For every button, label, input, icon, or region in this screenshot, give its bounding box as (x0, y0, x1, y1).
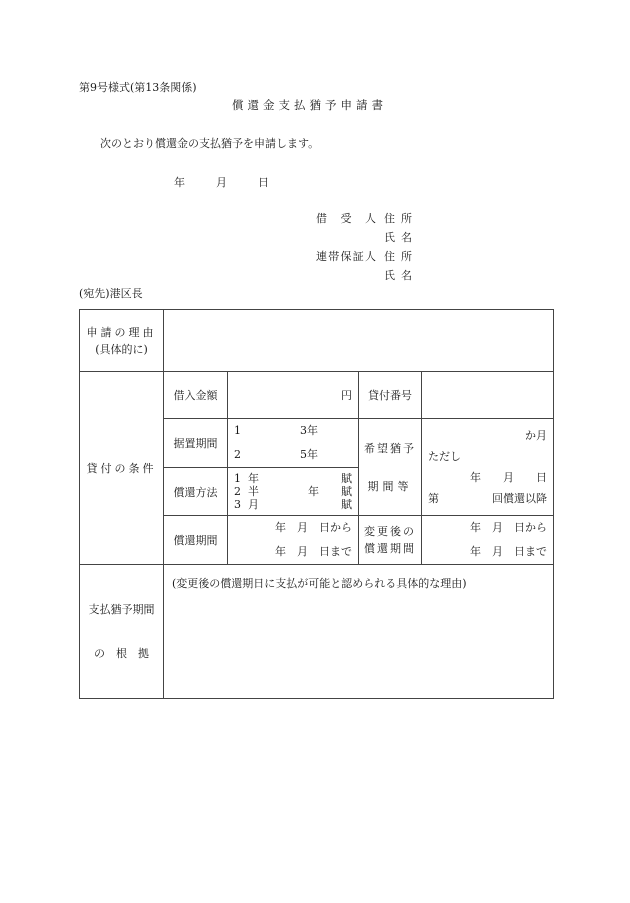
basis-field[interactable] (164, 565, 554, 699)
changed-period-field[interactable] (422, 516, 554, 565)
repay-opt-a: 半 (248, 485, 259, 498)
date-day: 日 (258, 176, 269, 189)
repay-opt-num: 1 (234, 472, 241, 485)
proviso-date: 年 月 日 (470, 471, 547, 484)
guarantor-name-row (316, 270, 412, 281)
desired-deferment-label-cell (359, 419, 422, 516)
months-suffix: か月 (525, 429, 547, 442)
repay-opt-b: 賦 (341, 498, 352, 511)
repay-opt-a: 年 (248, 472, 259, 485)
changed-period-label: 変更後の (364, 525, 416, 538)
repay-period-label: 償還期間 (164, 516, 228, 565)
guarantor-label: 連帯保証人 (316, 250, 376, 263)
repay-opt-b: 賦 (341, 472, 352, 485)
loan-number-field[interactable] (422, 372, 554, 419)
changed-period-label-cell (359, 516, 422, 565)
desired-deferment-label: 希望猶予 (364, 442, 416, 455)
form-number: 第9号様式(第13条関係) (79, 81, 197, 94)
nth-label: 第 (428, 492, 439, 505)
borrower-name-row (316, 232, 412, 243)
reason-field[interactable] (164, 310, 554, 372)
deferment-opt-num: 2 (234, 448, 241, 461)
repay-period-to: 年 月 日まで (275, 545, 352, 558)
repay-opt-a: 月 (248, 498, 259, 511)
repay-method-options[interactable] (228, 468, 359, 516)
repay-opt-b: 年 賦 (308, 485, 352, 498)
intro-text: 次のとおり償還金の支払猶予を申請します。 (100, 137, 320, 150)
deferment-opt-num: 1 (234, 424, 241, 437)
guarantor-address-label: 住所 (384, 250, 412, 263)
desired-deferment-field[interactable] (422, 419, 554, 516)
guarantor-name-label: 氏名 (384, 269, 412, 282)
changed-period-to: 年 月 日まで (470, 545, 547, 558)
reason-sub-label: (具体的に) (95, 342, 148, 356)
date-year: 年 (174, 176, 185, 189)
repay-after-label: 回償還以降 (492, 492, 547, 505)
repay-opt-num: 3 (234, 498, 241, 511)
loan-amount-field[interactable] (228, 372, 359, 419)
loan-amount-label: 借入金額 (164, 372, 228, 419)
proviso-label: ただし (428, 450, 461, 463)
deferment-label: 据置期間 (164, 419, 228, 468)
desired-deferment-label-2: 期間等 (367, 480, 413, 493)
changed-period-label-2: 償還期間 (364, 542, 416, 555)
application-form-table (79, 309, 554, 699)
basis-label: 支払猶予期間 (88, 602, 155, 616)
borrower-label: 借受人 (316, 212, 376, 225)
date-month: 月 (216, 176, 227, 189)
borrower-name-label: 氏名 (384, 231, 412, 244)
repay-opt-num: 2 (234, 485, 241, 498)
yen-unit: 円 (341, 389, 352, 402)
repay-period-from: 年 月 日から (275, 521, 352, 534)
deferment-options[interactable] (228, 419, 359, 468)
loan-terms-label: 貸付の条件 (80, 372, 164, 565)
repay-period-field[interactable] (228, 516, 359, 565)
borrower-address-label: 住所 (384, 212, 412, 225)
basis-label-2: の 根 拠 (94, 646, 149, 660)
basis-label-cell (80, 565, 164, 699)
reason-label-cell (80, 310, 164, 372)
changed-period-from: 年 月 日から (470, 521, 547, 534)
guarantor-address-row (316, 251, 412, 262)
repay-method-label: 償還方法 (164, 468, 228, 516)
deferment-opt-text: 3年 (300, 424, 318, 437)
borrower-address-row (316, 213, 412, 224)
reason-label: 申請の理由 (86, 325, 157, 339)
document-title: 償還金支払猶予申請書 (232, 98, 387, 112)
deferment-opt-text: 5年 (300, 448, 318, 461)
loan-number-label: 貸付番号 (359, 372, 422, 419)
basis-hint: (変更後の償還期日に支払が可能と認められる具体的な理由) (172, 577, 467, 590)
application-date (174, 177, 269, 188)
addressee: (宛先)港区長 (79, 287, 143, 300)
